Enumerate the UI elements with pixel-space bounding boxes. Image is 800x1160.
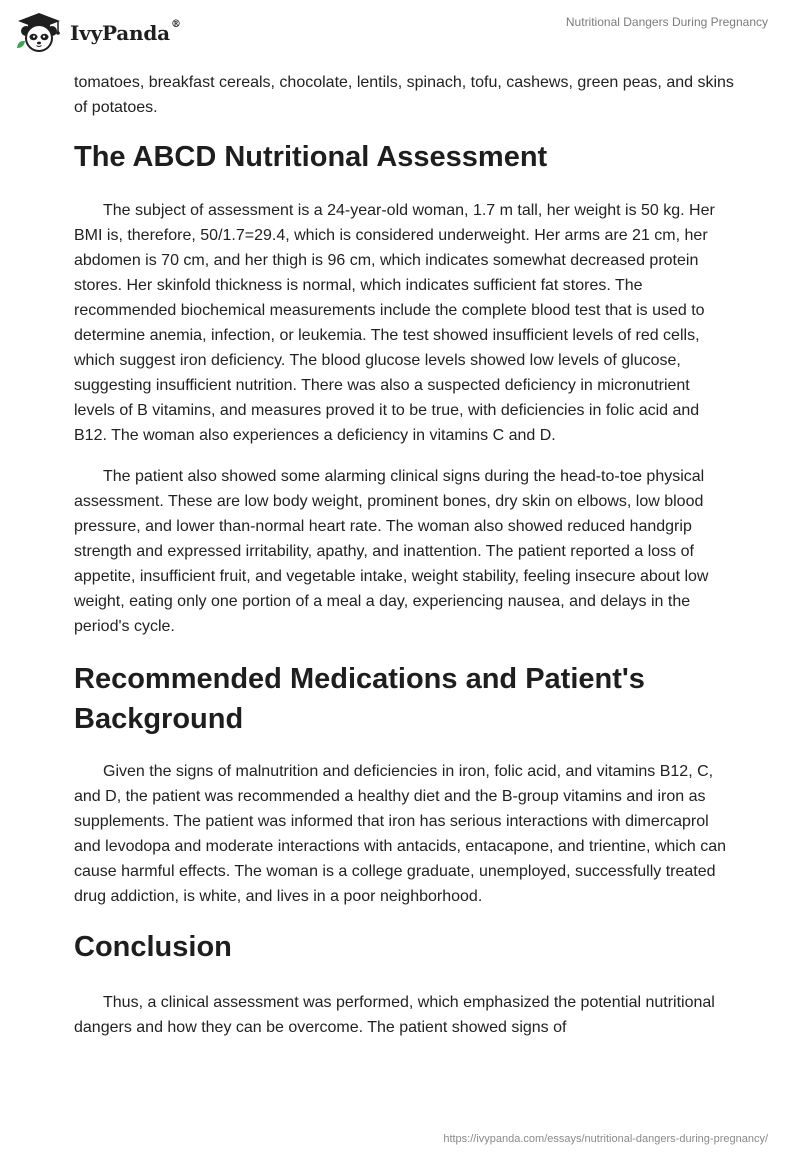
- page-header: [0, 0, 800, 62]
- paragraph-clinical-signs: The patient also showed some alarming clinical signs during the head-to-toe physical assessment. These are low body weight, prominent bones, dry skin on elbows, low blood pressure, and lower than-normal heart rate. The woman also showed reduced handgrip strength and expressed irritability, apathy, and inattention. The patient reported a loss of appetite, insufficient fruit, and vegetable intake, weight stability, feeling insecure about low weight, eating only one portion of a meal a day, experiencing nausea, and delays in the period's cycle.: [74, 468, 709, 635]
- intro-fragment: tomatoes, breakfast cereals, chocolate, lentils, spinach, tofu, cashews, green peas, and skins of potatoes.: [74, 74, 734, 116]
- paragraph-abcd-assessment: The subject of assessment is a 24-year-old woman, 1.7 m tall, her weight is 50 kg. Her BMI is, therefore, 50/1.7=29.4, which is considered underweight. Her arms are 21 cm, her abdomen is 70 cm, and her thigh is 96 cm, which indicates somewhat decreased protein stores. Her skinfold thickness is normal, which indicates sufficient fat stores. The recommended biochemical measurements include the complete blood test that is used to determine anemia, infection, or leukemia. The test showed insufficient levels of red cells, which suggest iron deficiency. The blood glucose levels showed low levels of glucose, suggesting insufficient nutrition. There was also a suspected deficiency in micronutrient levels of B vitamins, and measures proved it to be true, with deficiencies in folic acid and B12. The woman also experiences a deficiency in vitamins C and D.: [74, 202, 715, 444]
- brand-logo[interactable]: [14, 10, 181, 54]
- panda-graduate-icon: [14, 10, 64, 54]
- section-heading-medications: Recommended Medications and Patient's Background: [74, 663, 645, 735]
- paragraph-conclusion: Thus, a clinical assessment was performed, which emphasized the potential nutritional dangers and how they can be overcome. The patient showed signs of: [74, 994, 715, 1036]
- essay-body: [74, 70, 734, 1040]
- document-title: Nutritional Dangers During Pregnancy: [565, 15, 768, 29]
- section-heading-abcd: The ABCD Nutritional Assessment: [74, 141, 548, 173]
- source-url[interactable]: https://ivypanda.com/essays/nutritional-dangers-during-pregnancy/: [443, 1133, 768, 1145]
- paragraph-medications: Given the signs of malnutrition and deficiencies in iron, folic acid, and vitamins B12, C, and D, the patient was recommended a healthy diet and the B-group vitamins and iron as supplements. The patient was informed that iron has serious interactions with dimercaprol and levodopa and moderate interactions with antacids, entacapone, and trientine, which can cause harmful effects. The woman is a college graduate, unemployed, successfully treated drug addiction, is white, and lives in a poor neighborhood.: [74, 763, 726, 905]
- section-heading-conclusion: Conclusion: [74, 931, 232, 963]
- brand-name: IvyPanda®: [70, 19, 181, 45]
